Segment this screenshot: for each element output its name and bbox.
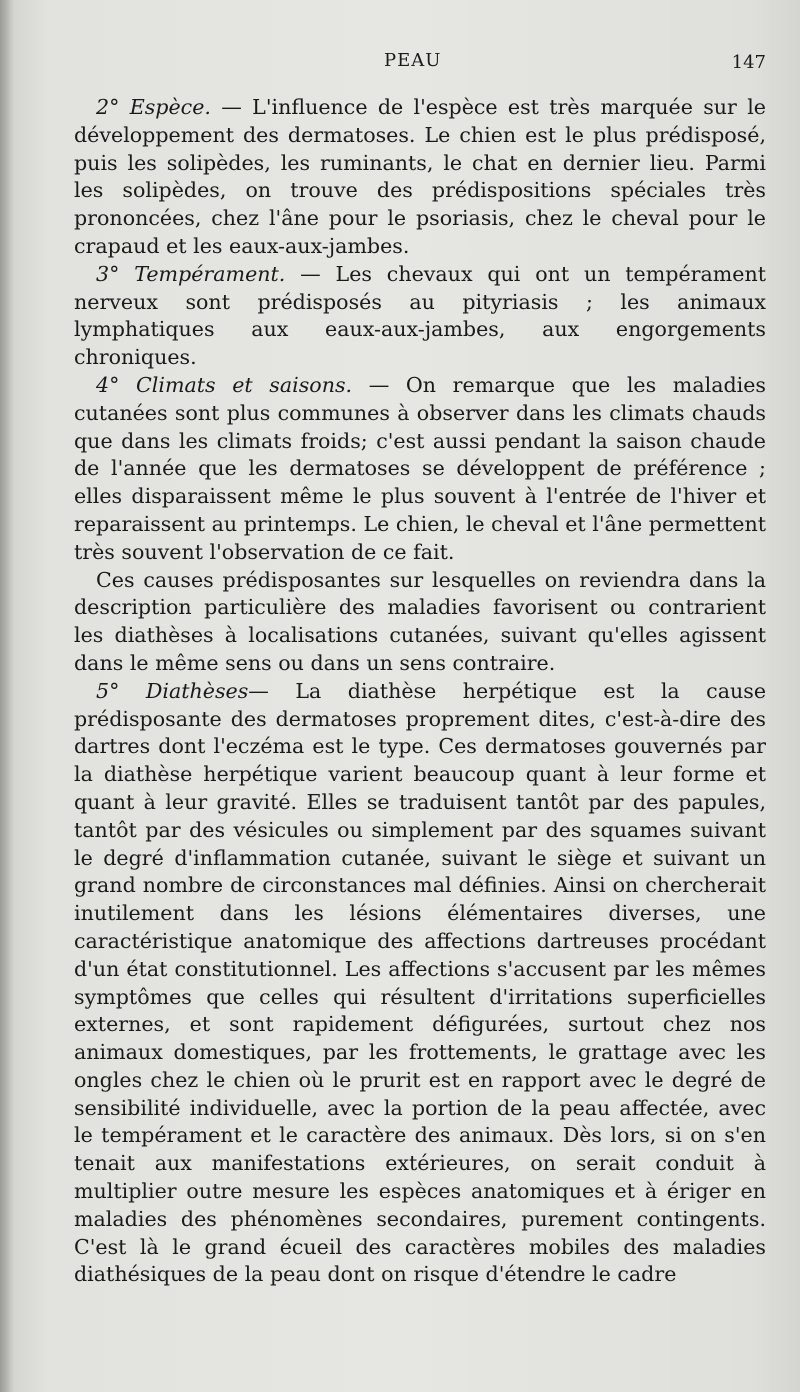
binding-shadow [0, 0, 14, 1392]
paragraph-causes [74, 567, 766, 678]
page-header [74, 50, 766, 80]
page-number: 147 [731, 52, 766, 73]
section-lead-espece: 2° Espèce. [96, 95, 211, 119]
section-lead-climats: 4° Climats et saisons. [96, 372, 353, 397]
paragraph-espece [74, 94, 766, 261]
paragraph-text: — Les chevaux qui ont un tempérament nerveux sont prédisposés au pityriasis ; les animaux lymphatiques aux eaux-aux-jambes, aux engorgements chroniques. [74, 261, 767, 370]
section-lead-temperament: 3° Tempérament. [96, 261, 286, 286]
paragraph-text: — La diathèse herpétique est la cause prédisposante des dermatoses proprement dites, c'est-à-dire des dartres dont l'eczéma est le type. Ces dermatoses gouvernés par la diathèse herpétique varient beaucoup quant à leur forme et quant à leur gravité. Elles se traduisent tantôt par des papules, tantôt par des vésicules ou simplement par des squames suivant le degré d'inflammation cutanée, suivant le siège et suivant un grand nombre de circonstances mal définies. Ainsi on chercherait inutilement dans les lésions élémentaires diverses, une caractéristique anatomique des affections dartreuses procédant d'un état constitutionnel. Les affections s'accusent par les mêmes symptômes que celles qui résultent d'irritations superficielles externes, et sont rapidement défigurées, surtout chez nos animaux domestiques, par les frottements, le grattage avec les ongles chez le chien où le prurit est en rapport avec le degré de sensibilité individuelle, avec la portion de la peau affectée, avec le tempérament et le caractère des animaux. Dès lors, si on s'en tenait aux manifestations extérieures, on serait conduit à multiplier outre mesure les espèces anatomiques et à ériger en maladies des phénomènes secondaires, purement contingents. C'est là le grand écueil des caractères mobiles des maladies diathésiques de la peau dont on risque d'étendre le cadre [74, 678, 767, 1287]
paragraph-climats [74, 372, 766, 567]
paragraph-text: Ces causes prédisposantes sur lesquelles on reviendra dans la description particulière des maladies favorisent ou contrarient les diathèses à localisations cutanées, suivant qu'elles agissent dans le même sens ou dans un sens contraire. [74, 567, 766, 675]
paragraph-text: — L'influence de l'espèce est très marquée sur le développement des dermatoses. Le chien est le plus prédisposé, puis les solipèdes, les ruminants, le chat en dernier lieu. Parmi les solipèdes, on trouve des prédispositions spéciales très prononcées, chez l'âne pour le psoriasis, chez le cheval pour le crapaud et les eaux-aux-jambes. [74, 95, 766, 258]
paragraph-temperament [74, 261, 766, 372]
section-lead-diatheses: 5° Diathèses [96, 678, 249, 703]
paragraph-text: — On remarque que les maladies cutanées sont plus communes à observer dans les climats chauds que dans les climats froids; c'est aussi pendant la saison chaude de l'année que les dermatoses se développent de préférence ; elles disparaissent même le plus souvent à l'entrée de l'hiver et reparaissent au printemps. Le chien, le cheval et l'âne permettent très souvent l'observation de ce fait. [74, 372, 766, 564]
running-title: PEAU [384, 50, 442, 71]
paragraph-diatheses [74, 678, 766, 1290]
